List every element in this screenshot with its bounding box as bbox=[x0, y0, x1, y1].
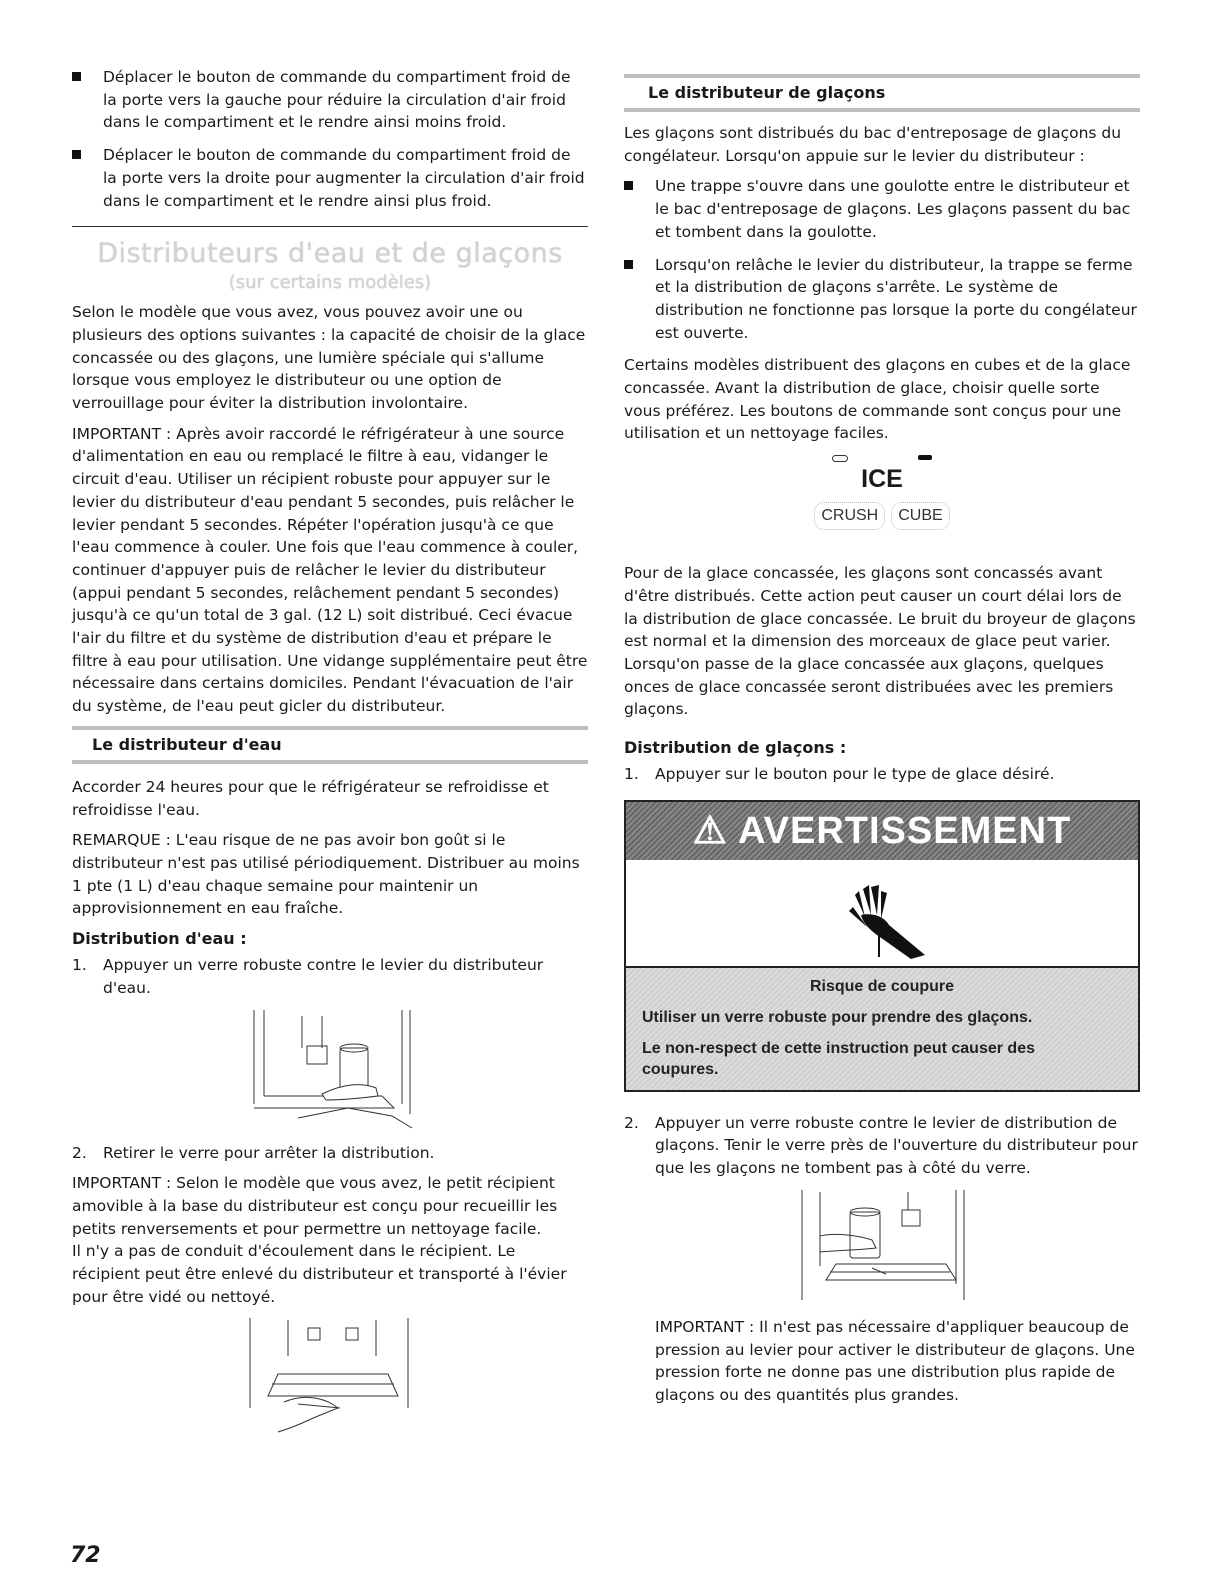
bullet-item: Déplacer le bouton de commande du compartiment froid de la porte vers la droite pour augmenter la circulation d'air froid dans le compartiment et le rendre ainsi plus froid. bbox=[72, 144, 588, 212]
water-note: REMARQUE : L'eau risque de ne pas avoir bon goût si le distributeur n'est pas utilisé périodiquement. Distribuer au moins 1 pte (1 L) d'eau chaque semaine pour maintenir un approvisionnement en eau fraîche. bbox=[72, 831, 580, 918]
ice-subheading: Distribution de glaçons : bbox=[624, 738, 847, 758]
ice-paragraph-3: Pour de la glace concassée, les glaçons sont concassés avant d'être distribués. Cette action peut causer un court délai lors de la distribution de glace concassée. Le bruit du broyeur de glaçons est normal et la dimension des morceaux de glace peut varier. Lorsqu'on passe de la glace concassée aux glaçons, quelques onces de glace concassée seront distribuées avec les premiers glaçons. bbox=[624, 564, 1136, 719]
ice-paragraph-2: Certains modèles distribuent des glaçons en cubes et de la glace concassée. Avant la distribution de glace, choisir quelle sorte vous préférez. Les boutons de commande sont conçus pour une utilisation et un nettoyage faciles. bbox=[624, 356, 1131, 443]
water-dispenser-heading: Le distributeur d'eau bbox=[72, 726, 588, 764]
cut-hand-icon bbox=[837, 865, 927, 961]
ice-paragraph: Les glaçons sont distribués du bac d'entreposage de glaçons du congélateur. Lorsqu'on appuie sur le levier du distributeur : bbox=[624, 124, 1122, 165]
important-paragraph-2b: Il n'y a pas de conduit d'écoulement dans le récipient. Le récipient peut être enlevé du distributeur et transporté à l'évier pour être vidé ou nettoyé. bbox=[72, 1242, 567, 1306]
glass-at-ice-lever-image bbox=[800, 1188, 970, 1304]
ice-label: ICE bbox=[861, 465, 903, 494]
ice-dispenser-illustration bbox=[624, 1188, 1140, 1308]
warning-body bbox=[626, 968, 1138, 1090]
warning-banner bbox=[626, 802, 1138, 860]
bullet-item: Déplacer le bouton de commande du compartiment froid de la porte vers la gauche pour réduire la circulation d'air froid dans le compartiment et le rendre ainsi moins froid. bbox=[72, 66, 588, 134]
warning-line-2: Le non-respect de cette instruction peut causer des coupures. bbox=[642, 1039, 1035, 1078]
step-number: 1. bbox=[624, 765, 639, 784]
ice-control-panel bbox=[624, 455, 1140, 530]
ice-dispenser-heading: Le distributeur de glaçons bbox=[624, 74, 1140, 112]
bullet-item: Lorsqu'on relâche le levier du distributeur, la trappe se ferme et la distribution de glaçons s'arrête. Le système de distribution ne fonctionne pas lorsque la porte du congélateur est ouverte. bbox=[624, 254, 1140, 345]
glass-at-water-lever-image bbox=[252, 1008, 422, 1130]
water-step-2 bbox=[72, 1142, 588, 1165]
warning-box bbox=[624, 800, 1140, 1092]
crush-button[interactable]: CRUSH bbox=[814, 502, 885, 530]
warning-heading: Risque de coupure bbox=[809, 977, 955, 995]
warning-title: AVERTISSEMENT bbox=[738, 809, 1072, 852]
important-paragraph-2: IMPORTANT : Selon le modèle que vous avez, le petit récipient amovible à la base du distributeur est conçu pour recueillir les petits renversements et pour permettre un nettoyage facile. bbox=[72, 1174, 558, 1238]
step-text: Appuyer un verre robuste contre le levier de distribution de glaçons. Tenir le verre près de l'ouverture du distributeur pour que les glaçons ne tombent pas à côté du verre. bbox=[655, 1113, 1138, 1178]
step-number: 1. bbox=[72, 956, 87, 975]
warning-icon-area bbox=[626, 860, 1138, 968]
page-number: 72 bbox=[70, 1543, 101, 1568]
drip-tray-illustration bbox=[72, 1316, 588, 1438]
step-number: 2. bbox=[624, 1113, 639, 1132]
left-column bbox=[72, 66, 588, 1446]
drip-tray-removal-image bbox=[248, 1316, 418, 1434]
right-column bbox=[624, 66, 1140, 1415]
bullet-item: Une trappe s'ouvre dans une goulotte entre le distributeur et le bac d'entreposage de glaçons. Les glaçons passent du bac et tombent dans la goulotte. bbox=[624, 175, 1140, 243]
water-step-1 bbox=[72, 954, 588, 999]
divider bbox=[72, 226, 588, 227]
intro-paragraph: Selon le modèle que vous avez, vous pouvez avoir une ou plusieurs des options suivantes : la capacité de choisir de la glace concassée ou des glaçons, une lumière spéciale qui s'allume lorsque vous employez le distributeur ou une option de verrouillage pour éviter la distribution involontaire. bbox=[72, 303, 586, 413]
step-text: Appuyer sur le bouton pour le type de glace désiré. bbox=[655, 765, 1055, 784]
step-text: Retirer le verre pour arrêter la distribution. bbox=[103, 1143, 435, 1162]
step-text: Appuyer un verre robuste contre le levier du distributeur d'eau. bbox=[103, 956, 544, 997]
cube-indicator-icon bbox=[918, 455, 932, 460]
crush-indicator-icon bbox=[832, 455, 848, 462]
warning-line-1: Utiliser un verre robuste pour prendre des glaçons. bbox=[642, 1008, 1033, 1026]
water-subheading: Distribution d'eau : bbox=[72, 929, 247, 949]
warning-triangle-icon: ⚠ bbox=[692, 809, 728, 852]
section-subtitle: (sur certains modèles) bbox=[228, 272, 432, 294]
step-number: 2. bbox=[72, 1143, 87, 1162]
cube-button[interactable]: CUBE bbox=[891, 502, 949, 530]
water-paragraph: Accorder 24 heures pour que le réfrigérateur se refroidisse et refroidisse l'eau. bbox=[72, 777, 549, 819]
water-dispenser-illustration bbox=[72, 1008, 588, 1134]
important-paragraph-3: IMPORTANT : Il n'est pas nécessaire d'appliquer beaucoup de pression au levier pour activer le distributeur de glaçons. Une pression forte ne donne pas une distribution plus rapide de glaçons ou des quantités plus grandes. bbox=[655, 1317, 1135, 1404]
important-paragraph: IMPORTANT : Après avoir raccordé le réfrigérateur à une source d'alimentation en eau ou remplacé le filtre à eau, vidanger le circuit d'eau. Utiliser un récipient robuste pour appuyer sur le levier du distributeur d'eau pendant 5 secondes, puis relâcher le levier pendant 5 secondes. Répéter l'opération jusqu'à ce que l'eau commence à couler. Une fois que l'eau commence à couler, continuer d'appuyer puis de relâcher le levier du distributeur (appui pendant 5 secondes, relâchement pendant 5 secondes) jusqu'à ce qu'un total de 3 gal. (12 L) soit distribué. Ceci évacue l'air du filtre et du système de distribution d'eau et prépare le filtre à eau pour utilisation. Une vidange supplémentaire peut être nécessaire dans certains domiciles. Pendant l'évacuation de l'air du système, de l'eau peut gicler du distributeur. bbox=[72, 424, 588, 716]
ice-step-2 bbox=[624, 1112, 1140, 1180]
section-title: Distributeurs d'eau et de glaçons bbox=[97, 238, 563, 270]
ice-step-1 bbox=[624, 763, 1140, 786]
